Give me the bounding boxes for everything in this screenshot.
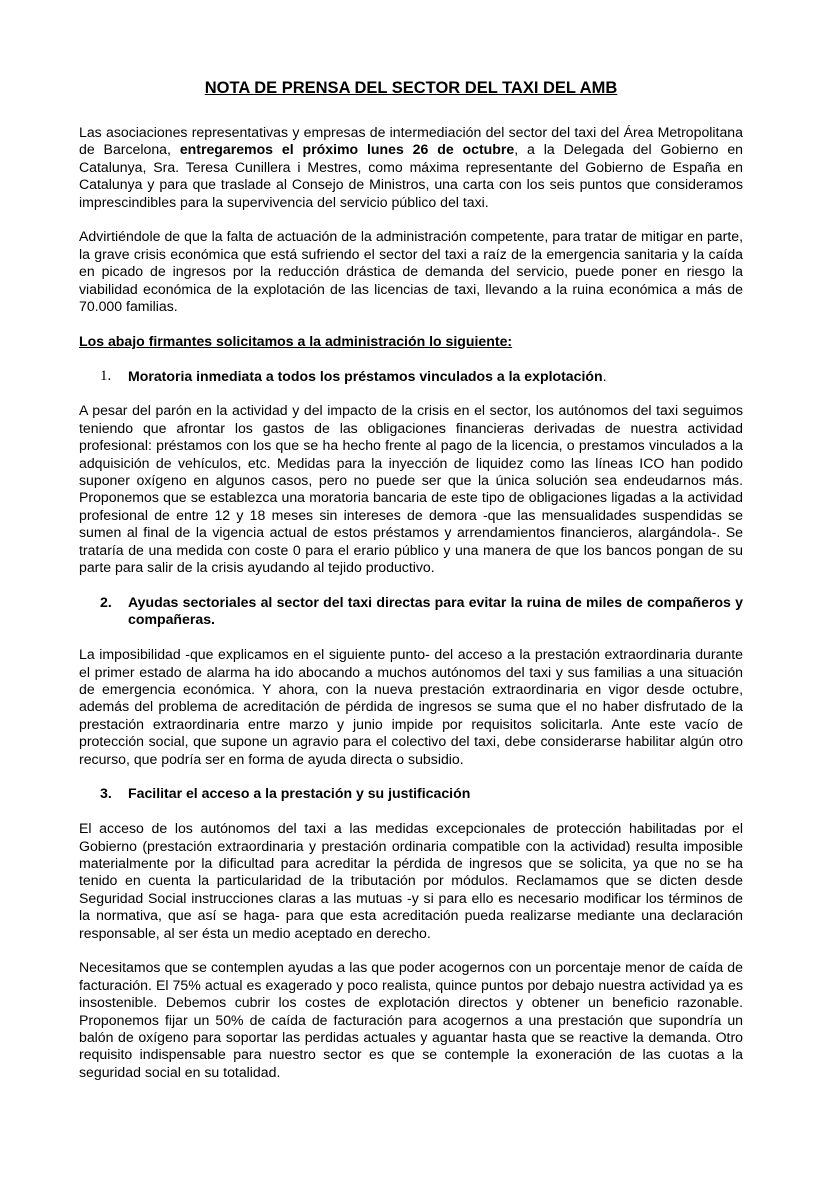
item-1-title-suffix: .	[602, 367, 607, 384]
warning-paragraph: Advirtiéndole de que la falta de actuación de la administración competente, para tratar de mitigar en parte, la grave crisis económica que está sufriendo el sector del taxi a raíz de la emergencia sanitaria y la caída en picado de ingresos por la reducción drástica de demanda del servicio, puede poner en riesgo la viabilidad económica de la explotación de las licencias de taxi, llevando a la ruina económica a más de 70.000 familias.	[79, 228, 743, 315]
intro-paragraph	[79, 124, 743, 211]
item-1-title: Moratoria inmediata a todos los préstamos vinculados a la explotación	[128, 367, 603, 384]
requests-subheading: Los abajo firmantes solicitamos a la administración lo siguiente:	[79, 332, 513, 349]
item-2-number: 2.	[100, 593, 112, 610]
item-1-body: A pesar del parón en la actividad y del impacto de la crisis en el sector, los autónomos del taxi seguimos teniendo que afrontar los gastos de las obligaciones financieras derivadas de nuestra actividad profesional: préstamos con los que se ha hecho frente al pago de la licencia, o prestamos vinculados a la adquisición de vehículos, etc. Medidas para la inyección de liquidez como las líneas ICO han podido suponer oxígeno en algunos casos, pero no puede ser que la única solución sea endeudarnos más. Proponemos que se establezca una moratoria bancaria de este tipo de obligaciones ligadas a la actividad profesional de entre 12 y 18 meses sin intereses de demora -que las mensualidades suspendidas se sumen al final de la vigencia actual de estos préstamos y arrendamientos financieros, alargándola-. Se trataría de una medida con coste 0 para el erario público y una manera de que los bancos pongan de su parte para salir de la crisis ayudando al tejido productivo.	[79, 402, 743, 576]
item-3-heading	[79, 785, 743, 802]
item-3-body-1: El acceso de los autónomos del taxi a las medidas excepcionales de protección habilitadas por el Gobierno (prestación extraordinaria y prestación ordinaria compatible con la actividad) resulta imposible materialmente por la dificultad para acreditar la pérdida de ingresos que se solicita, ya que no se ha tenido en cuenta la particularidad de la tributación por módulos. Reclamamos que se dicten desde Seguridad Social instrucciones claras a las mutuas -y si para ello es necesario modificar los términos de la normativa, que así se haga- para que esta acreditación pueda realizarse mediante una declaración responsable, al ser ésta un medio aceptado en derecho.	[79, 820, 743, 941]
item-2-heading	[79, 594, 743, 629]
document-page	[79, 78, 743, 1081]
page-title: NOTA DE PRENSA DEL SECTOR DEL TAXI DEL AMB	[204, 79, 618, 97]
intro-date-highlight: entregaremos el próximo lunes 26 de octubre	[179, 141, 515, 158]
intro-text-end: , a la Delegada del Gobierno en Catalunya, Sra. Teresa Cunillera i Mestres, como máxima representante del Gobierno de España en Catalunya y para que traslade al Consejo de Ministros, una carta con los seis puntos que consideramos imprescindibles para la supervivencia del servicio público del taxi.	[79, 141, 743, 210]
item-3-title: Facilitar el acceso a la prestación y su justificación	[128, 785, 471, 802]
item-1-heading	[79, 368, 743, 385]
item-1-number: 1.	[100, 367, 112, 384]
item-3-body-2: Necesitamos que se contemplen ayudas a las que poder acogernos con un porcentaje menor de caída de facturación. El 75% actual es exagerado y poco realista, quince puntos por debajo nuestra actividad ya es insostenible. Debemos cubrir los costes de explotación directos y obtener un beneficio razonable. Proponemos fijar un 50% de caída de facturación para acogernos a una prestación que supondría un balón de oxígeno para soportar las perdidas actuales y aguantar hasta que se reactive la demanda. Otro requisito indispensable para nuestro sector es que se contemple la exoneración de las cuotas a la seguridad social en su totalidad.	[79, 959, 743, 1080]
item-2-body: La imposibilidad -que explicamos en el siguiente punto- del acceso a la prestación extraordinaria durante el primer estado de alarma ha ido abocando a muchos autónomos del taxi y sus familias a una situación de emergencia económica. Y ahora, con la nueva prestación extraordinaria en vigor desde octubre, además del problema de acreditación de pérdida de ingresos se suma que el no haber disfrutado de la prestación extraordinaria entre marzo y junio impide por requisitos solicitarla. Ante este vacío de protección social, que supone un agravio para el colectivo del taxi, debe considerarse habilitar algún otro recurso, que podría ser en forma de ayuda directa o subsidio.	[79, 646, 743, 767]
intro-text-start: Las asociaciones representativas y empresas de intermediación del sector del taxi del Área Metropolitana de Barcelona,	[79, 124, 743, 158]
item-2-title: Ayudas sectoriales al sector del taxi directas para evitar la ruina de miles de compañeros y compañeras.	[128, 593, 743, 628]
item-3-number: 3.	[100, 785, 112, 802]
